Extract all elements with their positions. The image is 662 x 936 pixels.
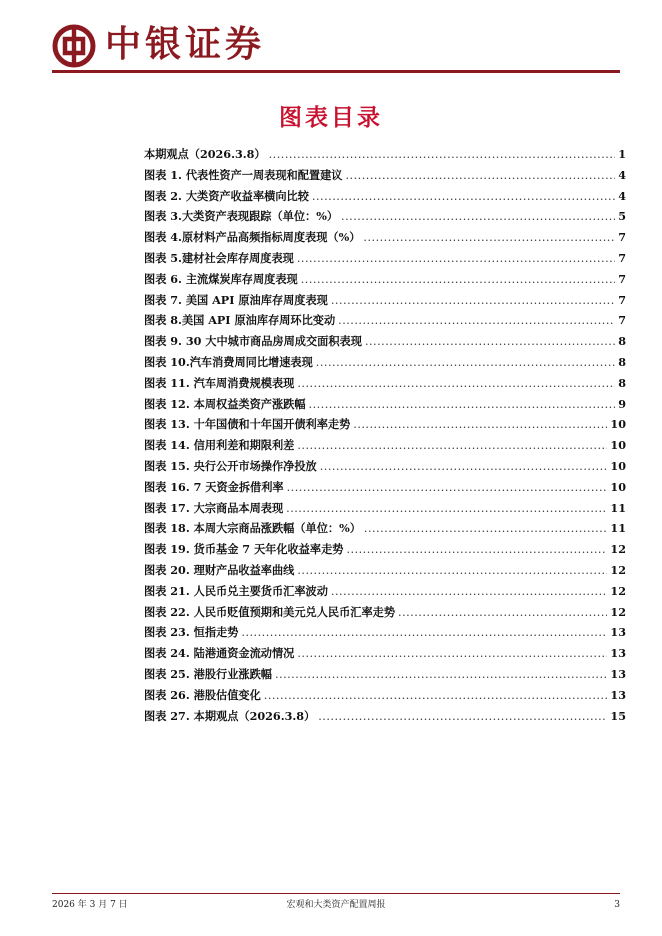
toc-entry[interactable] xyxy=(144,165,626,186)
toc-entry[interactable] xyxy=(144,498,626,519)
toc-entry-label[interactable]: 图表 27. 本期观点（2026.3.8） xyxy=(144,708,316,723)
footer-report-name: 宏观和大类资产配置周报 xyxy=(286,900,386,910)
header-divider xyxy=(52,70,620,73)
page-footer xyxy=(52,898,620,914)
toc-entry-label[interactable]: 图表 16. 7 天资金拆借利率 xyxy=(144,479,284,494)
toc-entry[interactable] xyxy=(144,477,626,498)
toc-entry[interactable] xyxy=(144,664,626,685)
toc-dot-leader xyxy=(320,457,608,477)
toc-entry-label[interactable]: 图表 9. 30 大中城市商品房周成交面积表现 xyxy=(144,334,362,349)
toc-entry[interactable] xyxy=(144,539,626,560)
toc-entry-page-number[interactable]: 8 xyxy=(618,354,626,369)
toc-entry-label[interactable]: 图表 18. 本周大宗商品涨跌幅（单位：%） xyxy=(144,521,361,536)
toc-entry-label[interactable]: 图表 23. 恒指走势 xyxy=(144,625,239,640)
toc-entry-page-number[interactable]: 10 xyxy=(610,417,626,432)
toc-entry-label[interactable]: 图表 11. 汽车周消费规模表现 xyxy=(144,375,295,390)
toc-entry[interactable] xyxy=(144,643,626,664)
toc-entry[interactable] xyxy=(144,206,626,227)
toc-entry[interactable] xyxy=(144,581,626,602)
toc-entry[interactable] xyxy=(144,518,626,539)
toc-entry-page-number[interactable]: 11 xyxy=(610,521,626,536)
toc-entry-label[interactable]: 图表 12. 本周权益类资产涨跌幅 xyxy=(144,396,306,411)
toc-entry[interactable] xyxy=(144,706,626,727)
toc-entry[interactable] xyxy=(144,560,626,581)
toc-entry-label[interactable]: 图表 13. 十年国债和十年国开债利率走势 xyxy=(144,417,351,432)
toc-dot-leader xyxy=(353,415,607,435)
toc-entry-page-number[interactable]: 13 xyxy=(610,666,626,681)
toc-entry-label[interactable]: 本期观点（2026.3.8） xyxy=(144,147,266,161)
toc-dot-leader xyxy=(341,207,615,227)
footer-divider xyxy=(52,893,620,894)
toc-entry-page-number[interactable]: 8 xyxy=(618,375,626,390)
toc-entry[interactable] xyxy=(144,456,626,477)
toc-entry-label[interactable]: 图表 10.汽车消费周同比增速表现 xyxy=(144,354,313,369)
toc-entry-page-number[interactable]: 12 xyxy=(610,542,626,557)
toc-entry[interactable] xyxy=(144,186,626,207)
toc-entry-page-number[interactable]: 13 xyxy=(610,687,626,702)
toc-entry-page-number[interactable]: 5 xyxy=(618,209,626,224)
toc-dot-leader xyxy=(286,499,607,519)
toc-entry-label[interactable]: 图表 5.建材社会库存周度表现 xyxy=(144,250,294,265)
toc-entry-label[interactable]: 图表 8.美国 API 原油库存周环比变动 xyxy=(144,313,336,328)
toc-entry-label[interactable]: 图表 4.原材料产品高频指标周度表现（%） xyxy=(144,230,361,245)
toc-entry-page-number[interactable]: 7 xyxy=(618,250,626,265)
toc-entry-label[interactable]: 图表 6. 主流煤炭库存周度表现 xyxy=(144,271,298,286)
toc-entry[interactable] xyxy=(144,310,626,331)
toc-dot-leader xyxy=(301,270,615,290)
toc-entry-label[interactable]: 图表 19. 货币基金 7 天年化收益率走势 xyxy=(144,542,344,557)
toc-entry-page-number[interactable]: 10 xyxy=(610,479,626,494)
toc-entry-page-number[interactable]: 7 xyxy=(618,230,626,245)
toc-dot-leader xyxy=(318,707,607,727)
toc-entry-page-number[interactable]: 13 xyxy=(610,625,626,640)
toc-entry-page-number[interactable]: 8 xyxy=(618,334,626,349)
toc-entry-page-number[interactable]: 10 xyxy=(610,438,626,453)
toc-entry-page-number[interactable]: 4 xyxy=(618,188,626,203)
toc-entry-page-number[interactable]: 4 xyxy=(618,167,626,182)
toc-entry-label[interactable]: 图表 17. 大宗商品本周表现 xyxy=(144,500,284,515)
toc-entry-label[interactable]: 图表 15. 央行公开市场操作净投放 xyxy=(144,458,317,473)
toc-entry[interactable] xyxy=(144,352,626,373)
toc-entry-label[interactable]: 图表 20. 理财产品收益率曲线 xyxy=(144,562,295,577)
toc-dot-leader xyxy=(297,644,607,664)
toc-dot-leader xyxy=(364,519,608,539)
toc-entry-page-number[interactable]: 7 xyxy=(618,313,626,328)
toc-entry[interactable] xyxy=(144,248,626,269)
toc-entry-page-number[interactable]: 13 xyxy=(610,646,626,661)
brand-name: 中银证券 xyxy=(105,24,266,65)
toc-dot-leader xyxy=(287,478,608,498)
toc-entry[interactable] xyxy=(144,602,626,623)
toc-entry[interactable] xyxy=(144,290,626,311)
toc-dot-leader xyxy=(297,436,607,456)
toc-entry[interactable] xyxy=(144,373,626,394)
page-header xyxy=(0,0,662,80)
toc-entry-label[interactable]: 图表 3.大类资产表现跟踪（单位：%） xyxy=(144,209,339,224)
toc-dot-leader xyxy=(346,540,607,560)
toc-entry-label[interactable]: 图表 7. 美国 API 原油库存周度表现 xyxy=(144,292,328,307)
toc-dot-leader xyxy=(309,395,616,415)
toc-entry-label[interactable]: 图表 2. 大类资产收益率横向比较 xyxy=(144,188,309,203)
toc-entry-page-number[interactable]: 10 xyxy=(610,458,626,473)
toc-entry-label[interactable]: 图表 24. 陆港通资金流动情况 xyxy=(144,646,295,661)
toc-dot-leader xyxy=(331,582,608,602)
toc-dot-leader xyxy=(241,623,607,643)
bank-of-china-logo-icon xyxy=(52,24,96,68)
toc-entry[interactable] xyxy=(144,144,626,165)
page-title: 图表目录 xyxy=(279,104,383,131)
toc-dot-leader xyxy=(338,311,615,331)
toc-dot-leader xyxy=(316,353,615,373)
toc-entry-page-number[interactable]: 9 xyxy=(618,396,626,411)
toc-dot-leader xyxy=(363,228,615,248)
toc-entry-label[interactable]: 图表 22. 人民币贬值预期和美元兑人民币汇率走势 xyxy=(144,604,396,619)
toc-entry-page-number[interactable]: 7 xyxy=(618,271,626,286)
toc-entry-page-number[interactable]: 7 xyxy=(618,292,626,307)
toc-dot-leader xyxy=(365,332,615,352)
toc-entry[interactable] xyxy=(144,622,626,643)
footer-page-number: 3 xyxy=(614,900,620,910)
toc-entry-page-number[interactable]: 12 xyxy=(610,604,626,619)
toc-entry-label[interactable]: 图表 25. 港股行业涨跌幅 xyxy=(144,666,272,681)
toc-entry-page-number[interactable]: 15 xyxy=(610,708,626,723)
toc-entry[interactable] xyxy=(144,394,626,415)
toc-entry[interactable] xyxy=(144,331,626,352)
toc-entry-page-number[interactable]: 11 xyxy=(610,500,626,515)
toc-dot-leader xyxy=(297,249,615,269)
toc-dot-leader xyxy=(398,603,607,623)
toc-entry-label[interactable]: 图表 21. 人民币兑主要货币汇率波动 xyxy=(144,583,328,598)
toc-dot-leader xyxy=(331,291,615,311)
toc-dot-leader xyxy=(297,561,607,581)
toc-entry[interactable] xyxy=(144,414,626,435)
table-of-figures xyxy=(144,144,626,726)
toc-entry-label[interactable]: 图表 1. 代表性资产一周表现和配置建议 xyxy=(144,167,343,182)
toc-dot-leader xyxy=(269,145,616,165)
toc-dot-leader xyxy=(275,665,607,685)
toc-entry-page-number[interactable]: 12 xyxy=(610,562,626,577)
toc-dot-leader xyxy=(297,374,615,394)
toc-entry[interactable] xyxy=(144,269,626,290)
toc-entry[interactable] xyxy=(144,685,626,706)
footer-date: 2026 年 3 月 7 日 xyxy=(52,900,128,910)
toc-entry[interactable] xyxy=(144,435,626,456)
toc-entry[interactable] xyxy=(144,227,626,248)
toc-entry-label[interactable]: 图表 14. 信用利差和期限利差 xyxy=(144,438,295,453)
toc-dot-leader xyxy=(345,166,615,186)
toc-entry-page-number[interactable]: 1 xyxy=(618,147,626,161)
toc-dot-leader xyxy=(264,686,608,706)
toc-entry-label[interactable]: 图表 26. 港股估值变化 xyxy=(144,687,261,702)
toc-entry-page-number[interactable]: 12 xyxy=(610,583,626,598)
toc-dot-leader xyxy=(312,187,615,207)
